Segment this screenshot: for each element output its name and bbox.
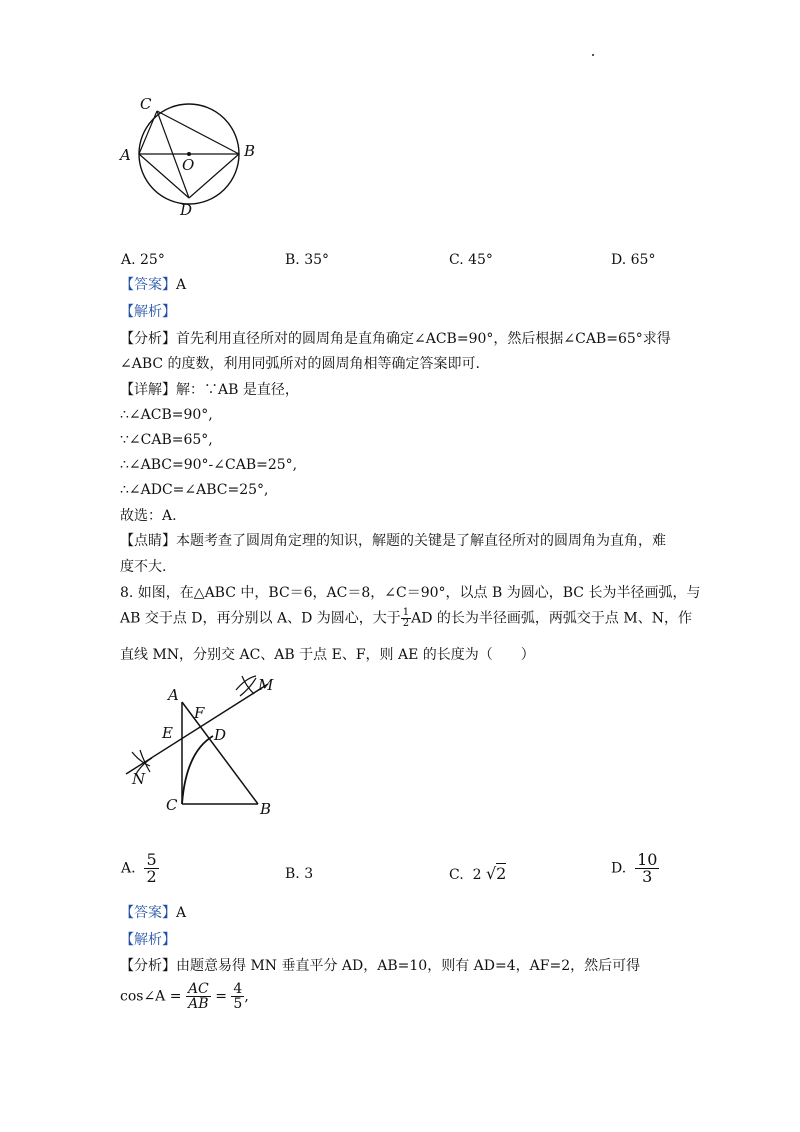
q7-option-a: A. 25°: [121, 252, 165, 268]
label-c: C: [140, 95, 152, 113]
q7-option-b: B. 35°: [285, 252, 330, 268]
cos-fraction-2: $\frac{4}{5}$: [233, 981, 243, 1012]
triangle-figure: [118, 672, 288, 817]
q7-detail-line-1: [120, 381, 299, 399]
cos-fraction-1: $\frac{AC}{AB}$: [187, 981, 209, 1012]
label-f: F: [194, 704, 205, 722]
answer-value: A: [176, 905, 187, 921]
detail-text: 解：∵AB 是直径，: [176, 382, 299, 398]
fenxi-tag: 【分析】: [120, 331, 176, 347]
q8-text-2b: AD 的长为半径画弧，两弧交于点 M、N，作: [411, 610, 692, 627]
label-m: M: [258, 676, 274, 694]
q7-step-3: ∴∠ABC=90°-∠CAB=25°,: [120, 457, 298, 473]
q7-step-2: ∵∠CAB=65°,: [120, 432, 213, 448]
detail-tag: 【详解】: [120, 382, 176, 398]
label-b: B: [244, 142, 256, 160]
option-a-fraction: $\frac{5}{2}$: [146, 850, 157, 886]
fenxi-text: 首先利用直径所对的圆周角是直角确定∠ACB=90°，然后根据∠CAB=65°求得: [176, 331, 671, 347]
answer-tag: 【答案】: [120, 905, 176, 921]
label-o: O: [182, 156, 195, 174]
q8-option-b: B. 3: [285, 866, 314, 882]
fenxi-text: 由题意易得 MN 垂直平分 AD，AB=10，则有 AD=4，AF=2，然后可得: [176, 958, 641, 974]
q8-fenxi-line-1: [120, 957, 640, 975]
answer-value: A: [176, 277, 187, 293]
q7-comment-line-2: 度不大.: [120, 559, 167, 575]
q8-question-line-1: 8. 如图，在△ABC 中，BC＝6，AC＝8，∠C＝90°，以点 B 为圆心，BC 长为半径画弧，与: [120, 585, 701, 601]
option-d-fraction: $\frac{10}{3}$: [637, 850, 658, 886]
label-d: D: [214, 726, 227, 744]
q7-fenxi-line-1: [120, 330, 671, 348]
q8-option-d: D. $\frac{10}{3}$: [611, 850, 658, 886]
label-c: C: [166, 796, 178, 814]
q7-option-c: C. 45°: [449, 252, 493, 268]
comment-text: 本题考查了圆周角定理的知识，解题的关键是了解直径所对的圆周角为直角，难: [176, 533, 666, 549]
label-a: A: [168, 686, 179, 704]
q7-fenxi-line-2: ∠ABC 的度数，利用同弧所对的圆周角相等确定答案即可.: [120, 356, 480, 372]
q8-cos-formula: cos∠A = $\frac{AC}{AB}$ = $\frac{4}{5}$ ,: [120, 981, 249, 1012]
q8-answer: [120, 904, 186, 922]
half-fraction: $\frac{1}{2}$: [402, 607, 410, 629]
q7-option-d: D. 65°: [611, 252, 656, 268]
q7-step-4: ∴∠ADC=∠ABC=25°,: [120, 482, 269, 498]
label-e: E: [162, 724, 173, 742]
q7-answer: [120, 276, 186, 294]
q7-choose: 故选：A.: [120, 508, 177, 524]
label-n: N: [132, 770, 146, 788]
q7-analysis-tag: 【解析】: [120, 304, 176, 320]
q8-question-line-2: [120, 608, 692, 629]
q7-step-1: ∴∠ACB=90°,: [120, 407, 213, 423]
fenxi-tag: 【分析】: [120, 958, 176, 974]
comment-tag: 【点睛】: [120, 533, 176, 549]
q7-comment-line-1: [120, 532, 666, 550]
page-mark: [592, 54, 594, 56]
label-d: D: [180, 201, 193, 219]
q8-analysis-tag: 【解析】: [120, 932, 176, 948]
q8-option-c: C. 2 √2: [449, 864, 507, 883]
circle-figure: [110, 88, 270, 223]
answer-tag: 【答案】: [120, 277, 176, 293]
q8-question-line-3: 直线 MN，分别交 AC、AB 于点 E、F，则 AE 的长度为（ ）: [120, 647, 535, 663]
label-a: A: [120, 146, 131, 164]
label-b: B: [260, 800, 272, 817]
q8-option-a: A. $\frac{5}{2}$: [121, 850, 157, 886]
q8-text-2a: AB 交于点 D，再分别以 A、D 为圆心，大于: [120, 610, 401, 627]
